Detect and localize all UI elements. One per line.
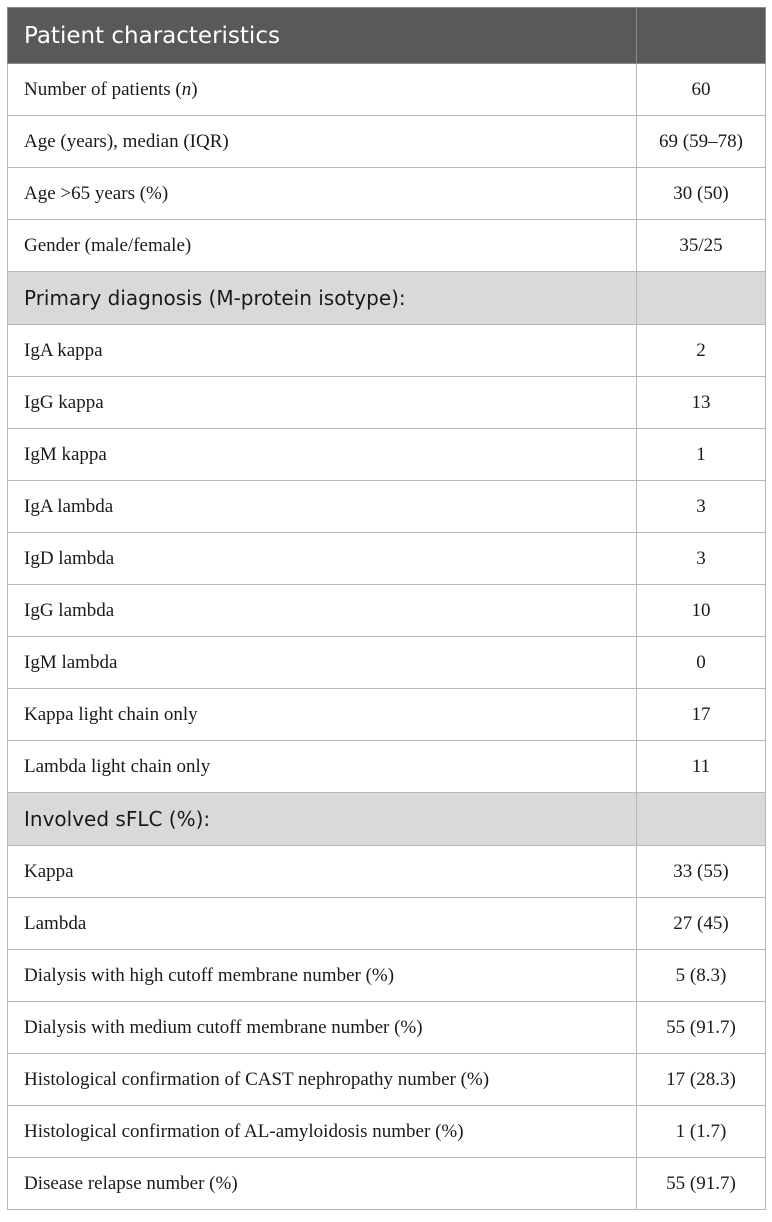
section-title: Primary diagnosis (M-protein isotype): [8, 272, 637, 325]
section-value-cell [637, 272, 766, 325]
row-value: 3 [637, 533, 766, 585]
row-value: 5 (8.3) [637, 950, 766, 1002]
section-title: Involved sFLC (%): [8, 793, 637, 846]
row-label: Age >65 years (%) [8, 168, 637, 220]
row-label: IgD lambda [8, 533, 637, 585]
table-row [8, 741, 766, 793]
row-label: IgA lambda [8, 481, 637, 533]
table-row [8, 116, 766, 168]
row-label: Lambda light chain only [8, 741, 637, 793]
row-label: IgA kappa [8, 325, 637, 377]
row-label: Age (years), median (IQR) [8, 116, 637, 168]
row-label: Number of patients (n) [8, 64, 637, 116]
row-label: IgM lambda [8, 637, 637, 689]
section-header-row [8, 793, 766, 846]
table-row [8, 325, 766, 377]
table-row [8, 585, 766, 637]
row-label: IgG lambda [8, 585, 637, 637]
table-row [8, 1106, 766, 1158]
row-label: Kappa light chain only [8, 689, 637, 741]
row-value: 3 [637, 481, 766, 533]
row-label: Lambda [8, 898, 637, 950]
table-row [8, 481, 766, 533]
section-value-cell [637, 793, 766, 846]
table-row [8, 689, 766, 741]
table-row [8, 64, 766, 116]
row-value: 69 (59–78) [637, 116, 766, 168]
table-row [8, 1158, 766, 1210]
row-value: 30 (50) [637, 168, 766, 220]
table-header-row [8, 8, 766, 64]
row-value: 55 (91.7) [637, 1002, 766, 1054]
table-row [8, 898, 766, 950]
row-value: 13 [637, 377, 766, 429]
row-label: Histological confirmation of CAST nephropathy number (%) [8, 1054, 637, 1106]
row-label: Gender (male/female) [8, 220, 637, 272]
row-label: Kappa [8, 846, 637, 898]
row-value: 60 [637, 64, 766, 116]
table-row [8, 377, 766, 429]
row-label: IgG kappa [8, 377, 637, 429]
row-value: 1 (1.7) [637, 1106, 766, 1158]
row-label: Dialysis with high cutoff membrane number (%) [8, 950, 637, 1002]
row-value: 33 (55) [637, 846, 766, 898]
table-row [8, 950, 766, 1002]
row-value: 2 [637, 325, 766, 377]
row-value: 17 (28.3) [637, 1054, 766, 1106]
table-header-value [637, 8, 766, 64]
row-value: 35/25 [637, 220, 766, 272]
row-label: IgM kappa [8, 429, 637, 481]
table-row [8, 168, 766, 220]
patient-characteristics-table [7, 7, 766, 1210]
table-row [8, 846, 766, 898]
row-value: 0 [637, 637, 766, 689]
row-value: 1 [637, 429, 766, 481]
row-label: Disease relapse number (%) [8, 1158, 637, 1210]
row-value: 55 (91.7) [637, 1158, 766, 1210]
row-label: Dialysis with medium cutoff membrane number (%) [8, 1002, 637, 1054]
table-row [8, 429, 766, 481]
section-header-row [8, 272, 766, 325]
row-value: 17 [637, 689, 766, 741]
row-label: Histological confirmation of AL-amyloidosis number (%) [8, 1106, 637, 1158]
table-row [8, 1002, 766, 1054]
row-value: 27 (45) [637, 898, 766, 950]
table-row [8, 1054, 766, 1106]
table-title: Patient characteristics [8, 8, 637, 64]
table-row [8, 637, 766, 689]
table-row [8, 533, 766, 585]
row-value: 11 [637, 741, 766, 793]
row-value: 10 [637, 585, 766, 637]
table-row [8, 220, 766, 272]
